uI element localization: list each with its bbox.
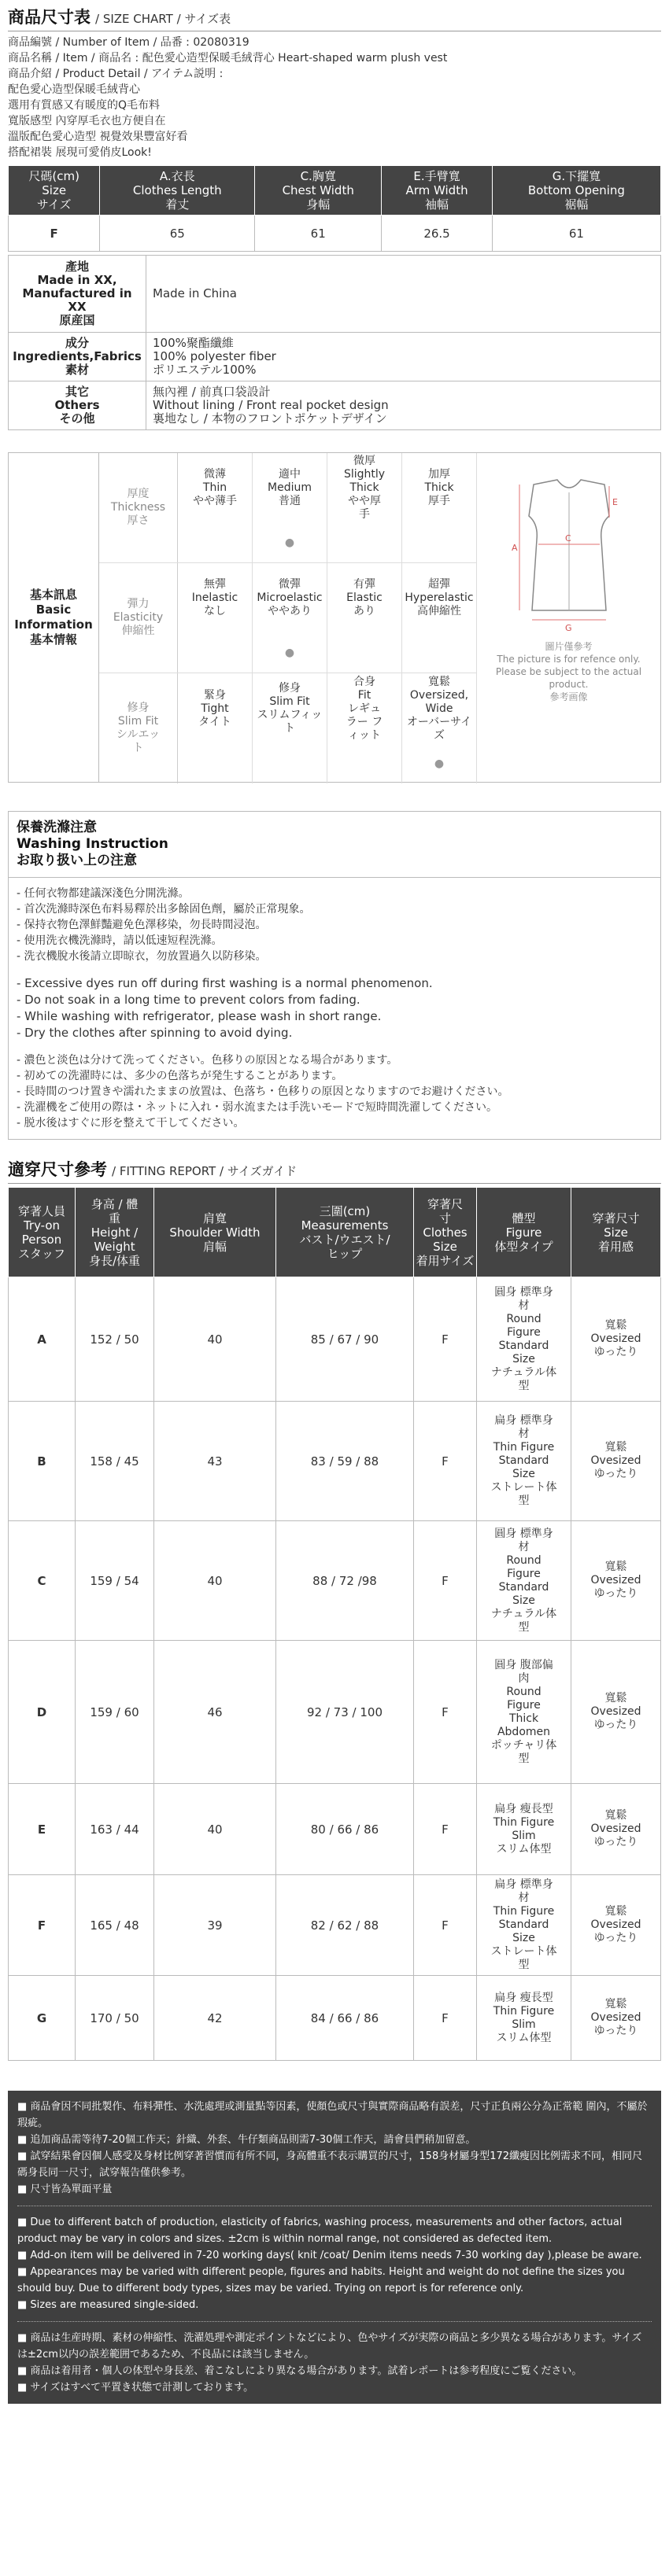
figure-cell: 圓身 標準身 材 Round Figure Standard Size ナチュラル体 型	[477, 1277, 571, 1402]
size-chart-title: 商品尺寸表	[8, 8, 91, 27]
note-line: ■ 試穿結果會因個人感受及身材比例穿著習慣而有所不同，身高體重不表示購買的尺寸，158身材屬身型172纖瘦因比例需求不同，相同尺碼身長同一尺寸，試穿報告僅供參考。	[17, 2150, 643, 2179]
selection-dot-cell	[253, 744, 327, 783]
fitting-table	[8, 1187, 661, 2061]
diagram-note: 圖片僅參考 The picture is for refence only. Please be subject to the actual product. 參考画像	[495, 641, 642, 702]
height-weight-cell: 159 / 54	[76, 1521, 154, 1641]
header-person: 穿著人員 Try-on Person スタッフ	[9, 1188, 76, 1277]
fit-cell: 寬鬆 Ovesized ゆったり	[571, 1875, 661, 1976]
others-value: 無內裡 / 前真口袋設計 Without lining / Front real pocket design 裏地なし / 本物のフロントポケットデザイン	[146, 381, 661, 430]
height-weight-cell: 165 / 48	[76, 1875, 154, 1976]
person-cell: D	[9, 1641, 76, 1784]
shoulder-cell: 39	[154, 1875, 276, 1976]
figure-cell: 圓身 腹部偏 肉 Round Figure Thick Abdomen ポッチャリ体 型	[477, 1641, 571, 1784]
person-cell: B	[9, 1402, 76, 1521]
clothes-size-cell: F	[414, 1784, 477, 1875]
fit-cell: 寬鬆 Ovesized ゆったり	[571, 1976, 661, 2061]
washing-en: - Excessive dyes run off during first washing is a normal phenomenon. - Do not soak in a long time to prevent colors from fading. - While washing with refrigerator, please wash in short range. - Dry the clothes after spinning to avoid dying.	[17, 976, 433, 1040]
selection-dot-cell	[327, 523, 402, 562]
measurements-cell: 92 / 73 / 100	[276, 1641, 414, 1784]
header-measurements: 三圍(cm) Measurements バスト/ウエスト/ ヒップ	[276, 1188, 414, 1277]
bottom-cell: 61	[492, 216, 660, 252]
figure-cell: 圓身 標準身 材 Round Figure Standard Size ナチュラル体 型	[477, 1521, 571, 1641]
table-row	[9, 1277, 661, 1402]
note-line: ■ サイズはすべて平置き状態で計測しております。	[17, 2382, 254, 2394]
measurements-cell: 85 / 67 / 90	[276, 1277, 414, 1402]
info-line: 寬版感型 內穿厚毛衣也方便自在	[8, 115, 166, 127]
measurements-cell: 84 / 66 / 86	[276, 1976, 414, 2061]
person-cell: F	[9, 1875, 76, 1976]
selection-dot-cell	[402, 523, 477, 562]
table-row	[9, 1402, 661, 1521]
basic-info-option: 有彈 Elastic あり	[327, 563, 402, 633]
fitting-title: 適穿尺寸參考	[8, 1160, 107, 1179]
basic-info-option: 超彈 Hyperelastic 高伸縮性	[402, 563, 477, 633]
basic-info-option: 適中 Medium 普通	[253, 453, 327, 523]
table-row	[9, 256, 661, 333]
fitting-heading	[8, 1152, 661, 1181]
selection-dot-cell	[178, 633, 253, 673]
shoulder-cell: 43	[154, 1402, 276, 1521]
basic-info-option: 微薄 Thin やや薄手	[178, 453, 253, 523]
clothes-size-cell: F	[414, 1402, 477, 1521]
selection-dot-cell	[253, 523, 327, 562]
basic-info-option: 微厚 Slightly Thick やや厚 手	[327, 453, 402, 523]
header-fit: 穿著尺寸 Size 着用感	[571, 1188, 661, 1277]
washing-title: 保養洗滌注意 Washing Instruction お取り扱い上の注意	[17, 820, 168, 868]
vest-outline-icon	[502, 469, 636, 634]
measurements-cell: 83 / 59 / 88	[276, 1402, 414, 1521]
basic-info-row	[99, 673, 477, 783]
note-line: ■ Due to different batch of production, elasticity of fabrics, washing process, measurements and other factors, actual product may be vary in colors and sizes. ±2cm is within normal range, not considered as defected item.	[17, 2217, 623, 2245]
height-weight-cell: 163 / 44	[76, 1784, 154, 1875]
note-line: ■ Add-on item will be delivered in 7-20 working days( knit /coat/ Denim items needs 7-30 working day ),please be aware.	[17, 2250, 642, 2261]
clothes-size-cell: F	[414, 1976, 477, 2061]
person-cell: E	[9, 1784, 76, 1875]
info-line: 商品名稱 / Item / 商品名 : 配色愛心造型保暖毛絨背心 Heart-shaped warm plush vest	[8, 52, 448, 64]
size-chart-heading	[8, 0, 661, 28]
shoulder-cell: 42	[154, 1976, 276, 2061]
fit-cell: 寬鬆 Ovesized ゆったり	[571, 1277, 661, 1402]
length-cell: 65	[100, 216, 255, 252]
fit-cell: 寬鬆 Ovesized ゆったり	[571, 1402, 661, 1521]
size-table-header	[9, 166, 661, 216]
size-chart-subtitle: / SIZE CHART / サイズ表	[95, 12, 231, 26]
selected-dot-icon: ●	[284, 536, 295, 550]
clothes-size-cell: F	[414, 1641, 477, 1784]
basic-info-row-label: 修身 Slim Fit シルエッ ト	[99, 673, 178, 783]
selection-dot-cell	[178, 744, 253, 783]
diagram-letter-c: C	[564, 533, 571, 544]
note-line: ■ 尺寸皆為單面平量	[17, 2184, 113, 2195]
measurements-cell: 80 / 66 / 86	[276, 1784, 414, 1875]
basic-info-panel	[8, 452, 661, 783]
selected-dot-icon: ●	[284, 647, 295, 660]
fit-cell: 寬鬆 Ovesized ゆったり	[571, 1641, 661, 1784]
others-label: 其它 Others その他	[9, 381, 146, 430]
selection-dot-cell	[402, 633, 477, 673]
basic-info-row	[99, 563, 477, 673]
person-cell: G	[9, 1976, 76, 2061]
materials-table	[8, 255, 661, 430]
measurements-cell: 82 / 62 / 88	[276, 1875, 414, 1976]
divider	[8, 1183, 661, 1184]
chest-cell: 61	[255, 216, 382, 252]
height-weight-cell: 159 / 60	[76, 1641, 154, 1784]
info-line: 選用有質感又有暖度的Q毛布料	[8, 99, 161, 112]
fit-cell: 寬鬆 Ovesized ゆったり	[571, 1784, 661, 1875]
header-figure: 體型 Figure 体型タイプ	[477, 1188, 571, 1277]
basic-info-option: 修身 Slim Fit スリムフィッ ト	[253, 673, 327, 744]
fabric-value: 100%聚酯纖維 100% polyester fiber ポリエステル100%	[146, 333, 661, 381]
basic-info-option: 緊身 Tight タイト	[178, 673, 253, 744]
shoulder-cell: 46	[154, 1641, 276, 1784]
note-line: ■ 商品會因不同批製作、布料彈性、水洗處理或測量點等因素，使顏色或尺寸與實際商品略有誤差，尺寸正負兩公分為正常範 圍內，不屬於瑕疵。	[17, 2101, 648, 2129]
washing-ja: - 濃色と淡色は分けて洗ってください。色移りの原因となる場合があります。 - 初めての洗濯時には、多少の色落ちが発生することがあります。 - 長時間のつけ置きや濡れたままの放置は、色落ち・色移りの原因となりますのでお避けください。 - 洗濯機をご使用の際は・ネットに入れ・弱水流または手洗いモードで短時間洗濯してください。 - 脱水後はすぐに形を整えて干してください。	[17, 1054, 509, 1130]
basic-info-row-label: 彈力 Elasticity 伸縮性	[99, 563, 178, 673]
shoulder-cell: 40	[154, 1521, 276, 1641]
diagram-letter-e: E	[612, 497, 618, 507]
table-row	[9, 1875, 661, 1976]
note-line: ■ 商品は着用者・個人の体型や身長差、着こなしにより異なる場合があります。試着レポートは参考程度にご覧ください。	[17, 2365, 582, 2377]
clothes-size-cell: F	[414, 1277, 477, 1402]
header-shoulder: 肩寬 Shoulder Width 肩幅	[154, 1188, 276, 1277]
info-line: 配色愛心造型保暖毛絨背心	[8, 83, 140, 96]
product-info	[8, 31, 661, 165]
note-line: ■ 追加商品需等待7-20個工作天；針織、外套、牛仔類商品則需7-30個工作天，請會員們稍加留意。	[17, 2134, 476, 2146]
basic-info-option: 無彈 Inelastic なし	[178, 563, 253, 633]
diagram-letter-a: A	[511, 543, 518, 553]
info-line: 溫版配色愛心造型 視覺效果豐富好看	[8, 131, 188, 143]
origin-value: Made in China	[146, 256, 661, 333]
fit-cell: 寬鬆 Ovesized ゆったり	[571, 1521, 661, 1641]
table-row	[9, 1784, 661, 1875]
header-length: A.衣長 Clothes Length 着丈	[100, 166, 255, 216]
table-row	[9, 216, 661, 252]
clothes-size-cell: F	[414, 1521, 477, 1641]
selection-dot-cell	[178, 523, 253, 562]
shoulder-cell: 40	[154, 1277, 276, 1402]
height-weight-cell: 152 / 50	[76, 1277, 154, 1402]
washing-zh: - 任何衣物都建議深淺色分開洗滌。 - 首次洗滌時深色布料易釋於出多餘固色劑，屬於正常現象。 - 保持衣物色澤鮮豔避免色澤移染，勿長時間浸泡。 - 使用洗衣機洗滌時，請以低速短程洗滌。 - 洗衣機脫水後請立即晾衣，勿放置過久以防移染。	[17, 887, 311, 963]
person-cell: C	[9, 1521, 76, 1641]
basic-info-option: 加厚 Thick 厚手	[402, 453, 477, 523]
basic-info-option: 寬鬆 Oversized, Wide オーバーサイ ズ	[402, 673, 477, 744]
header-clothes-size: 穿著尺 寸 Clothes Size 着用サイズ	[414, 1188, 477, 1277]
height-weight-cell: 170 / 50	[76, 1976, 154, 2061]
selection-dot-cell	[327, 633, 402, 673]
header-size: 尺碼(cm) Size サイズ	[9, 166, 100, 216]
origin-label: 產地 Made in XX, Manufactured in XX 原産国	[9, 256, 146, 333]
selection-dot-cell	[253, 633, 327, 673]
table-row	[9, 333, 661, 381]
size-table	[8, 165, 661, 252]
height-weight-cell: 158 / 45	[76, 1402, 154, 1521]
header-arm: E.手臂寬 Arm Width 袖幅	[382, 166, 493, 216]
table-row	[9, 1641, 661, 1784]
basic-info-label: 基本訊息 Basic Information 基本情報	[9, 453, 99, 782]
shoulder-cell: 40	[154, 1784, 276, 1875]
header-height-weight: 身高 / 體 重 Height / Weight 身長/体重	[76, 1188, 154, 1277]
fabric-label: 成分 Ingredients,Fabrics 素材	[9, 333, 146, 381]
measurements-cell: 88 / 72 /98	[276, 1521, 414, 1641]
washing-instructions	[8, 811, 661, 1140]
person-cell: A	[9, 1277, 76, 1402]
info-line: 搭配裙裝 展現可愛俏皮Look!	[8, 146, 152, 159]
clothes-size-cell: F	[414, 1875, 477, 1976]
table-row	[9, 381, 661, 430]
table-row	[9, 1976, 661, 2061]
header-bottom: G.下擺寬 Bottom Opening 裾幅	[492, 166, 660, 216]
size-cell: F	[9, 216, 100, 252]
figure-cell: 扁身 標準身 材 Thin Figure Standard Size ストレート体 型	[477, 1402, 571, 1521]
selected-dot-icon: ●	[434, 757, 445, 770]
notes-panel	[8, 2091, 661, 2404]
basic-info-row	[99, 453, 477, 563]
fitting-subtitle: / FITTING REPORT / サイズガイド	[112, 1164, 298, 1178]
note-line: ■ Appearances may be varied with different people, figures and habits. Height and weight do not define the sizes you should buy. Due to different body types, sizes may be varied. Trying on report is for reference only.	[17, 2266, 625, 2294]
basic-info-option: 微彈 Microelastic ややあり	[253, 563, 327, 633]
selection-dot-cell	[327, 744, 402, 783]
info-line: 商品編號 / Number of Item / 品番 : 02080319	[8, 36, 249, 49]
header-chest: C.胸寬 Chest Width 身幅	[255, 166, 382, 216]
basic-info-row-label: 厚度 Thickness 厚さ	[99, 453, 178, 562]
arm-cell: 26.5	[382, 216, 493, 252]
info-line: 商品介紹 / Product Detail / アイテム説明 :	[8, 68, 224, 80]
vest-diagram	[477, 453, 660, 782]
fitting-header	[9, 1188, 661, 1277]
table-row	[9, 1521, 661, 1641]
figure-cell: 扁身 標準身 材 Thin Figure Standard Size ストレート体 型	[477, 1875, 571, 1976]
note-line: ■ Sizes are measured single-sided.	[17, 2299, 199, 2311]
diagram-letter-g: G	[564, 623, 572, 633]
basic-info-option: 合身 Fit レギュ ラー フ ィット	[327, 673, 402, 744]
figure-cell: 扁身 瘦長型 Thin Figure Slim スリム体型	[477, 1976, 571, 2061]
basic-info-grid	[99, 453, 477, 782]
selection-dot-cell	[402, 744, 477, 783]
note-line: ■ 商品は生産時期、素材の伸縮性、洗濯処理や測定ポイントなどにより、色やサイズが実際の商品と多少異なる場合があります。サイズは±2cm以内の誤差範囲であるため、不良品には該当しません。	[17, 2332, 642, 2360]
figure-cell: 扁身 瘦長型 Thin Figure Slim スリム体型	[477, 1784, 571, 1875]
